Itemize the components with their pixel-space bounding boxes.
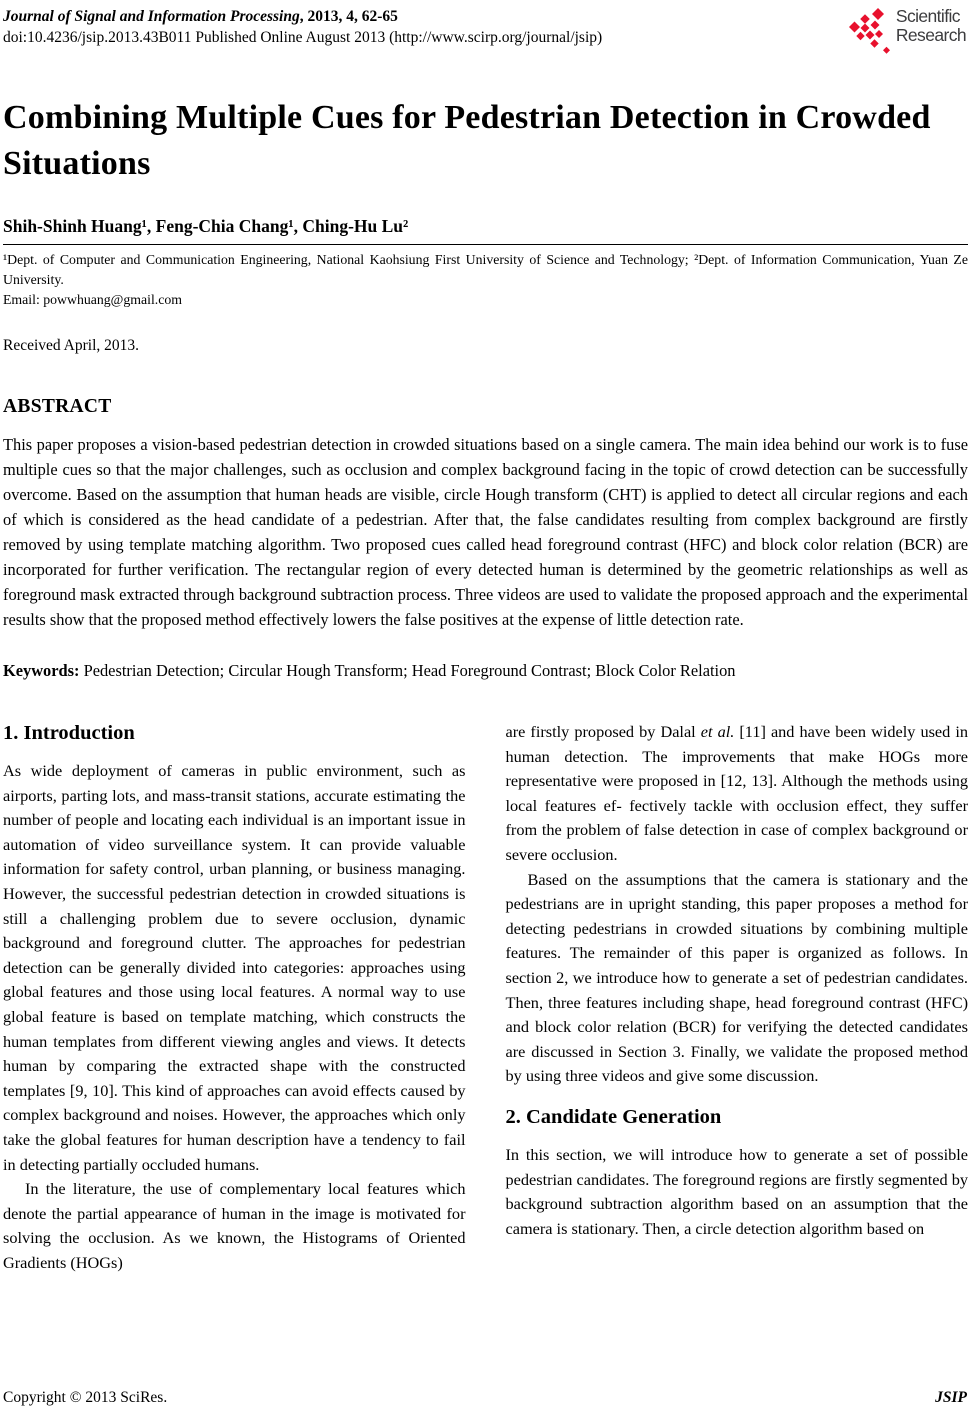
page-footer xyxy=(3,1389,968,1407)
received-date: Received April, 2013. xyxy=(3,337,140,354)
page-title: Combining Multiple Cues for Pedestrian Detection in Crowded Situations xyxy=(3,99,931,182)
section-heading-introduction: 1. Introduction xyxy=(3,722,135,744)
journal-citation-meta: , 2013, 4, 62-65 xyxy=(299,8,398,25)
intro-p2-right-post: [11] and have been widely used in human detection. The improvements that make HOGs more representative were proposed in [12, 13]. Although the methods using local features ef- fectively tackle with occlusion effect, they suffer from the problem of false detection in case of complex background or severe occlusion. xyxy=(505,722,969,864)
abstract-heading: ABSTRACT xyxy=(3,396,112,417)
keywords-line xyxy=(3,659,968,683)
journal-abbreviation: JSIP xyxy=(935,1389,967,1406)
doi-line: doi:10.4236/jsip.2013.43B011 Published Online August 2013 (http://www.scirp.org/journal/jsip) xyxy=(3,29,603,46)
publisher-logo xyxy=(848,6,966,55)
right-column xyxy=(506,720,969,1275)
intro-p2-right-pre: are firstly proposed by Dalal xyxy=(505,722,701,741)
affiliations: ¹Dept. of Computer and Communication Engineering, National Kaohsiung First University of Science and Technology; ²Dept. of Information Communication, Yuan Ze University. xyxy=(3,252,968,287)
scirp-diamonds-icon xyxy=(848,6,893,55)
page-header xyxy=(3,6,968,55)
journal-title: Journal of Signal and Information Processing xyxy=(3,8,300,25)
publisher-name xyxy=(896,7,966,45)
publisher-name-line2: Research xyxy=(895,25,966,45)
author-list: Shih-Shinh Huang¹, Feng-Chia Chang¹, Ching-Hu Lu² xyxy=(3,216,409,236)
keywords-text: Pedestrian Detection; Circular Hough Transform; Head Foreground Contrast; Block Color Relation xyxy=(79,661,736,680)
copyright-notice: Copyright © 2013 SciRes. xyxy=(3,1389,168,1406)
intro-paragraph-1: As wide deployment of cameras in public environment, such as airports, parting lots, and mass-transit stations, accurate estimating the number of people and locating each individual is an important issue in automation of video surveillance system. It can provide valuable information for safety control, urban planning, or business managing. However, the successful pedestrian detection in crowded situations is still a challenging problem due to severe occlusion, dynamic background and foreground clutter. The approaches for pedestrian detection can be generally divided into categories: approaches using global features and those using local features. A normal way to use global feature is based on template matching, which constructs the human templates from different viewing angles and views. It detects human by comparing the extracted shape with the constructed templates [9, 10]. This kind of approaches can avoid effects caused by complex background and noises. However, the approaches which only take the global features for human description have a tendency to fail in detecting partially occluded humans. xyxy=(3,761,466,1174)
two-column-body xyxy=(3,720,968,1275)
author-divider xyxy=(3,244,968,245)
abstract-body: This paper proposes a vision-based pedestrian detection in crowded situations based on a single camera. The main idea behind our work is to fuse multiple cues so that the major challenges, such as occlusion and complex background facing in the topic of crowd detection can be successfully overcome. Based on the assumption that human heads are visible, circle Hough transform (CHT) is applied to detect all circular regions and each of which is considered as the head candidate of a pedestrian. After that, the false candidates resulting from complex background are firstly removed by using template matching algorithm. Two proposed cues called head foreground contrast (HFC) and block color relation (BCR) are incorporated for further verification. The rectangular region of every detected human is determined by the geometric relationships as well as foreground mask extracted through background subtraction process. Three videos are used to validate the proposed approach and the experimental results show that the proposed method effectively lowers the false positives at the expense of little detection rate. xyxy=(3,435,968,629)
left-column xyxy=(3,720,466,1275)
publisher-name-line1: Scientific xyxy=(895,6,960,26)
section-heading-candidate-generation: 2. Candidate Generation xyxy=(505,1105,722,1128)
intro-paragraph-2-right xyxy=(506,720,969,868)
keywords-label: Keywords: xyxy=(3,661,80,680)
journal-header-text xyxy=(3,6,602,48)
email-line: Email: powwhuang@gmail.com xyxy=(3,292,183,307)
intro-paragraph-2-left: In the literature, the use of complementary local features which denote the partial appearance of human in the image is motivated for solving the occlusion. As we known, the Histograms of Oriented Gradients (HOGs) xyxy=(3,1179,466,1272)
journal-citation-line xyxy=(3,6,602,27)
et-al-italic: et al. xyxy=(700,722,735,741)
candidate-paragraph-1: In this section, we will introduce how to generate a set of possible pedestrian candidates. The foreground regions are firstly segmented by background subtraction algorithm based on an assumption that the camera is stationary. Then, a circle detection algorithm based on xyxy=(505,1144,968,1238)
intro-paragraph-3: Based on the assumptions that the camera is stationary and the pedestrians are in upright standing, this paper proposes a method for detecting pedestrians in crowded situations by combining multiple features. The remainder of this paper is organized as follows. In section 2, we introduce how to generate a set of pedestrian candidates. Then, three features including shape, head foreground contrast (HFC) and block color relation (BCR) for verifying the detected candidates are discussed in Section 3. Finally, we validate the proposed method by using three videos and give some discussion. xyxy=(505,869,968,1086)
